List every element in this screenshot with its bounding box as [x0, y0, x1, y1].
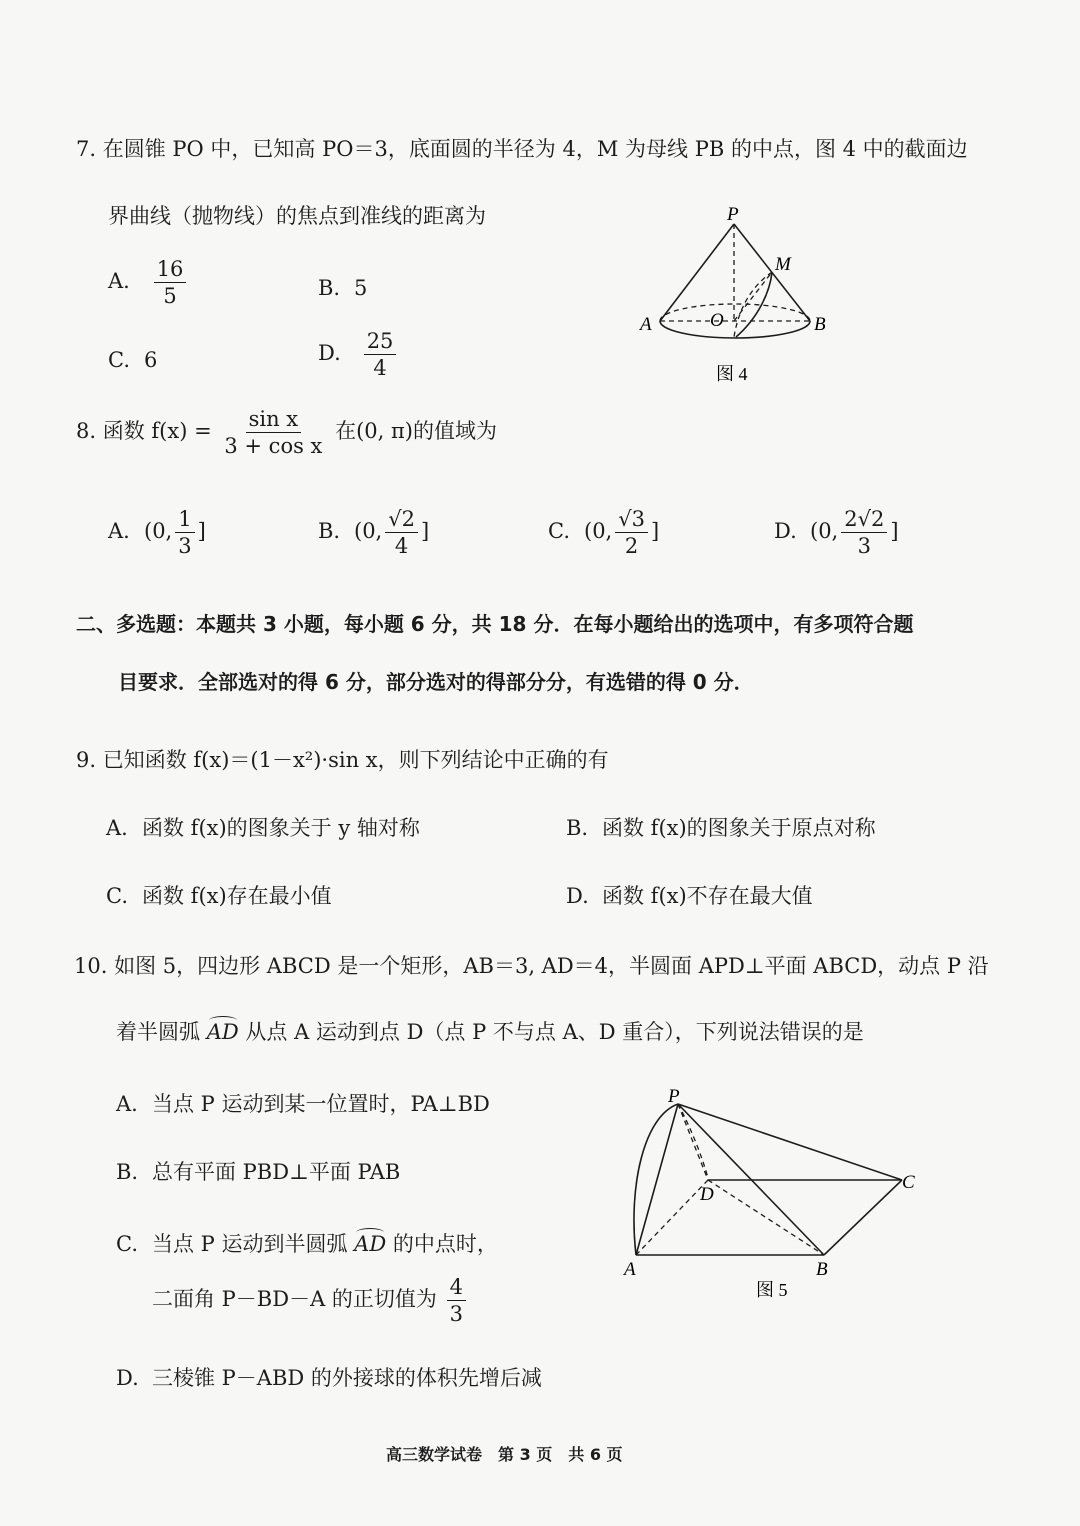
- q7-option-a-fraction: $\frac{16}{5}$: [154, 258, 187, 307]
- q7-stem-line2: 界曲线（抛物线）的焦点到准线的距离为: [108, 204, 486, 228]
- label-c: C: [902, 1172, 915, 1193]
- q10-stem-line2: 着半圆弧 AD 从点 A 运动到点 D（点 P 不与点 A、D 重合），下列说法错误的是: [116, 1020, 864, 1044]
- q8-stem: 8. 函数 f(x) = $\frac{\text{sin x}}{\text{3 + cos x}}$ 在(0, π)的值域为: [76, 407, 497, 459]
- q10-number: 10.: [74, 954, 108, 978]
- q8-number: 8.: [76, 419, 97, 444]
- label-b: B: [816, 1259, 828, 1280]
- arc-ad: AD: [206, 1020, 239, 1044]
- q9-option-d: D. 函数 f(x)不存在最大值: [566, 884, 813, 908]
- arc-ad-option: AD: [354, 1232, 387, 1256]
- q8-fraction: $\frac{\text{sin x}}{\text{3 + cos x}}$: [224, 407, 323, 459]
- label-d: D: [700, 1184, 714, 1205]
- q7-option-d-fraction: $\frac{25}{4}$: [364, 330, 397, 379]
- segment-pc: [678, 1104, 902, 1180]
- q9-option-c: C. 函数 f(x)存在最小值: [106, 884, 332, 908]
- label-o: O: [710, 310, 724, 331]
- q8-option-a: A. (0, $\frac{1}{3}$ ]: [108, 507, 206, 559]
- label-b: B: [814, 314, 826, 335]
- q10-option-c-fraction: $\frac{4}{3}$: [447, 1276, 466, 1325]
- section-2-heading: 二、多选题：本题共 3 小题，每小题 6 分，共 18 分．在每小题给出的选项中，有多项符合题: [76, 612, 914, 636]
- q7-option-d: D. $\frac{25}{4}$: [318, 330, 399, 379]
- q9-option-b: B. 函数 f(x)的图象关于原点对称: [566, 816, 876, 840]
- q9-stem: 9. 已知函数 f(x)＝(1－x²)·sin x，则下列结论中正确的有: [76, 748, 609, 772]
- figure-5-caption: 图 5: [756, 1280, 788, 1300]
- figure-4-cone: [630, 200, 850, 400]
- section-curve-visible: [736, 272, 772, 337]
- q9-number: 9.: [76, 748, 97, 772]
- segment-pd: [678, 1104, 708, 1180]
- cone-base-back-arc: [660, 304, 810, 321]
- q7-option-a: A. $\frac{16}{5}$: [108, 258, 189, 307]
- q10-option-c: C. 当点 P 运动到半圆弧 AD 的中点时，: [116, 1232, 498, 1256]
- q8-option-c: C. (0, $\frac{√3}{2}$ ]: [548, 507, 660, 559]
- page-footer: 高三数学试卷 第 3 页 共 6 页: [386, 1445, 623, 1464]
- cone-generatrix-pa: [660, 224, 734, 321]
- label-a: A: [624, 1259, 636, 1280]
- edge-bc: [824, 1180, 902, 1255]
- cone-base-front-arc: [660, 321, 810, 338]
- q7-option-b: B. 5: [318, 276, 368, 300]
- q7-stem-line1: [76, 133, 968, 163]
- label-a: A: [640, 314, 652, 335]
- q7-number: 7.: [76, 137, 97, 161]
- q10-option-c-line2: 二面角 P－BD－A 的正切值为 $\frac{4}{3}$: [152, 1276, 469, 1325]
- label-p: P: [727, 204, 739, 225]
- label-p: P: [668, 1086, 680, 1107]
- q7-stem-text: 在圆锥 PO 中，已知高 PO＝3，底面圆的半径为 4，M 为母线 PB 的中点，图 4 中的截面边: [102, 137, 968, 161]
- figure-4-caption: 图 4: [716, 364, 748, 384]
- q8-option-b: B. (0, $\frac{√2}{4}$ ]: [318, 507, 430, 559]
- q10-option-b: B. 总有平面 PBD⊥平面 PAB: [116, 1160, 401, 1184]
- section-2-instructions: 目要求．全部选对的得 6 分，部分选对的得部分分，有选错的得 0 分．: [118, 670, 754, 694]
- q10-option-a: A. 当点 P 运动到某一位置时，PA⊥BD: [116, 1092, 490, 1116]
- q8-option-d: D. (0, $\frac{2√2}{3}$ ]: [774, 507, 899, 559]
- q7-option-c: C. 6: [108, 348, 158, 372]
- q9-option-a: A. 函数 f(x)的图象关于 y 轴对称: [106, 816, 420, 840]
- q10-option-d: D. 三棱锥 P－ABD 的外接球的体积先增后减: [116, 1366, 542, 1390]
- diagonal-bd: [708, 1180, 824, 1255]
- label-m: M: [775, 254, 791, 275]
- figure-5-rectangle-semicircle: [610, 1086, 930, 1306]
- q10-stem-line1: 10. 如图 5，四边形 ABCD 是一个矩形，AB＝3, AD＝4，半圆面 APD⊥平面 ABCD，动点 P 沿: [74, 954, 989, 978]
